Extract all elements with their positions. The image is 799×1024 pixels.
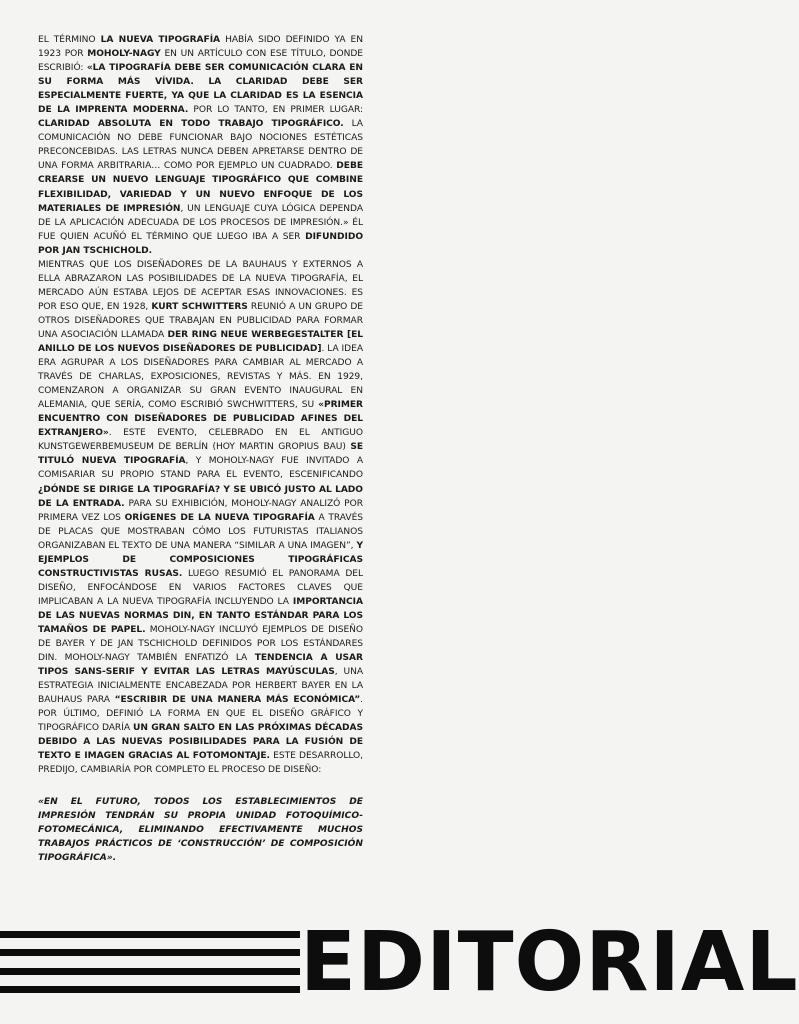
bold-run: SE TITULÓ NUEVA TIPOGRAFÍA bbox=[38, 442, 363, 467]
bold-run: CLARIDAD ABSOLUTA EN TODO TRABAJO TIPOGRÁFICO. bbox=[38, 119, 344, 130]
text-run: EL TÉRMINO bbox=[38, 35, 101, 45]
text-run: ESTE DESARROLLO, PREDIJO, CAMBIARÍA POR COMPLETO EL PROCESO DE DISEÑO: bbox=[38, 751, 364, 776]
logo-stripe bbox=[0, 986, 300, 993]
text-run: EN UN ARTÍCULO CON ESE TÍTULO, DONDE ESCRIBIÓ: bbox=[38, 49, 363, 74]
text-run: LA COMUNICACIÓN NO DEBE FUNCIONAR BAJO NOCIONES ESTÉTICAS PRECONCEBIDAS. LAS LETRAS NUNCA DEBEN APRETARSE DENTRO DE UNA FORMA ARBITRARIA… COMO POR EJEMPLO UN CUADRADO. bbox=[38, 119, 363, 172]
text-run: LUEGO RESUMIÓ EL PANORAMA DEL DISEÑO, ENFOCÁNDOSE EN VARIOS FACTORES CLAVES QUE IMPLICABAN A LA NUEVA TIPOGRAFÍA INCLUYENDO LA bbox=[38, 568, 363, 607]
bold-run: DEBE CREARSE UN NUEVO LENGUAJE TIPOGRÁFICO QUE COMBINE FLEXIBILIDAD, VARIEDAD Y UN NUEVO ENFOQUE DE LOS MATERIALES DE IMPRESIÓN bbox=[38, 161, 363, 214]
bold-run: DIFUNDIDO POR JAN TSCHICHOLD. bbox=[38, 231, 363, 256]
logo-stripe bbox=[0, 949, 300, 956]
bold-run: UN GRAN SALTO EN LAS PRÓXIMAS DÉCADAS DEBIDO A LAS NUEVAS POSIBILIDADES PARA LA FUSIÓN DE TEXTO E IMAGEN GRACIAS AL FOTOMONTAJE. bbox=[38, 723, 363, 762]
article-body bbox=[38, 33, 363, 777]
paragraph-1 bbox=[38, 33, 363, 258]
bold-run: IMPORTANCIA DE LAS NUEVAS NORMAS DIN, EN TANTO ESTÁNDAR PARA LOS TAMAÑOS DE PAPEL. bbox=[38, 596, 363, 635]
text-run: REUNIÓ A UN GRUPO DE OTROS DISEÑADORES QUE TRABAJAN EN PUBLICIDAD PARA FORMAR UNA ASOCIACIÓN LLAMADA bbox=[38, 301, 363, 340]
text-run: A TRAVÉS DE PLACAS QUE MOSTRABAN CÓMO LOS FUTURISTAS ITALIANOS ORGANIZABAN EL TEXTO DE UNA MANERA “SIMILAR A UNA IMAGEN”, bbox=[38, 512, 363, 551]
logo-stripe bbox=[0, 931, 300, 938]
text-run: HABÍA SIDO DEFINIDO YA EN 1923 POR bbox=[38, 35, 363, 60]
bold-run: MOHOLY-NAGY bbox=[87, 49, 161, 60]
editorial-logo: EDITORIAL bbox=[300, 915, 799, 1010]
text-run: . LA IDEA ERA AGRUPAR A LOS DISEÑADORES PARA CAMBIAR AL MERCADO A TRAVÉS DE CHARLAS, EXPOSICIONES, REVISTAS Y MÁS. EN 1929, COMENZARON A ORGANIZAR SU GRAN EVENTO INAUGURAL EN ALEMANIA, QUE SERÍA, COMO ESCRIBIÓ SWCHWITTERS, SU bbox=[38, 344, 364, 411]
logo-stripes bbox=[0, 931, 300, 993]
text-run: . ESTE EVENTO, CELEBRADO EN EL ANTIGUO KUNSTGEWERBEMUSEUM DE BERLÍN (HOY MARTIN GROPIUS BAU) bbox=[38, 428, 363, 453]
text-run: POR LO TANTO, EN PRIMER LUGAR: bbox=[188, 105, 363, 116]
text-run: PARA SU EXHIBICIÓN, MOHOLY-NAGY ANALIZÓ POR PRIMERA VEZ LOS bbox=[38, 498, 363, 523]
text-run: , Y MOHOLY-NAGY FUE INVITADO A COMISARIAR SU PROPIO STAND PARA EL EVENTO, ESCENIFICANDO bbox=[38, 456, 363, 481]
bold-run: Y EJEMPLOS DE COMPOSICIONES TIPOGRÁFICAS CONSTRUCTIVISTAS RUSAS. bbox=[38, 540, 363, 579]
bold-run: ¿DÓNDE SE DIRIGE LA TIPOGRAFÍA? Y SE UBICÓ JUSTO AL LADO DE LA ENTRADA. bbox=[38, 484, 363, 509]
closing-quote: «EN EL FUTURO, TODOS LOS ESTABLECIMIENTOS DE IMPRESIÓN TENDRÁN SU PROPIA UNIDAD FOTOQUÍMICO-FOTOMECÁNICA, ELIMINANDO EFECTIVAMENTE MUCHOS TRABAJOS PRÁCTICOS DE ‘CONSTRUCCIÓN’ DE COMPOSICIÓN TIPOGRÁFICA». bbox=[38, 797, 363, 864]
paragraph-2 bbox=[38, 258, 363, 778]
text-run: , UN LENGUAJE CUYA LÓGICA DEPENDA DE LA APLICACIÓN ADECUADA DE LOS PROCESOS DE IMPRESIÓN.» ÉL FUE QUIEN ACUÑÓ EL TÉRMINO QUE LUEGO IBA A SER bbox=[38, 203, 363, 242]
bold-run: DER RING NEUE WERBEGESTALTER [EL ANILLO DE LOS NUEVOS DISEÑADORES DE PUBLICIDAD] bbox=[38, 329, 363, 355]
text-run: MIENTRAS QUE LOS DISEÑADORES DE LA BAUHAUS Y EXTERNOS A ELLA ABRAZARON LAS POSIBILIDADES DE LA NUEVA TIPOGRAFÍA, EL MERCADO AÚN ESTABA LEJOS DE ACEPTAR ESAS INNOVACIONES. ES POR ESO QUE, EN 1928, bbox=[38, 259, 363, 312]
bold-run: ORÍGENES DE LA NUEVA TIPOGRAFÍA bbox=[124, 512, 315, 523]
logo-stripe bbox=[0, 968, 300, 975]
bold-run: «LA TIPOGRAFÍA DEBE SER COMUNICACIÓN CLARA EN SU FORMA MÁS VÍVIDA. LA CLARIDAD DEBE SER ESPECIALMENTE FUERTE, YA QUE LA CLARIDAD ES LA ESENCIA DE LA IMPRENTA MODERNA. bbox=[38, 63, 363, 116]
bold-run: «PRIMER ENCUENTRO CON DISEÑADORES DE PUBLICIDAD AFINES DEL EXTRANJERO» bbox=[38, 400, 363, 439]
text-run: , UNA ESTRATEGIA INICIALMENTE ENCABEZADA POR HERBERT BAYER EN LA BAUHAUS PARA bbox=[38, 667, 364, 706]
text-run: . POR ÚLTIMO, DEFINIÓ LA FORMA EN QUE EL DISEÑO GRÁFICO Y TIPOGRÁFICO DARÍA bbox=[38, 695, 364, 734]
text-run: MOHOLY-NAGY INCLUYÓ EJEMPLOS DE DISEÑO DE BAYER Y DE JAN TSCHICHOLD DEFINIDOS POR LOS ESTÁNDARES DIN. MOHOLY-NAGY TAMBIÉN ENFATIZÓ LA bbox=[38, 624, 363, 664]
bold-run: “ESCRIBIR DE UNA MANERA MÁS ECONÓMICA” bbox=[114, 695, 361, 706]
bold-run: LA NUEVA TIPOGRAFÍA bbox=[100, 35, 221, 45]
bold-run: KURT SCHWITTERS bbox=[151, 301, 248, 312]
bold-run: TENDENCIA A USAR TIPOS SANS-SERIF Y EVITAR LAS LETRAS MAYÚSCULAS bbox=[38, 653, 363, 678]
